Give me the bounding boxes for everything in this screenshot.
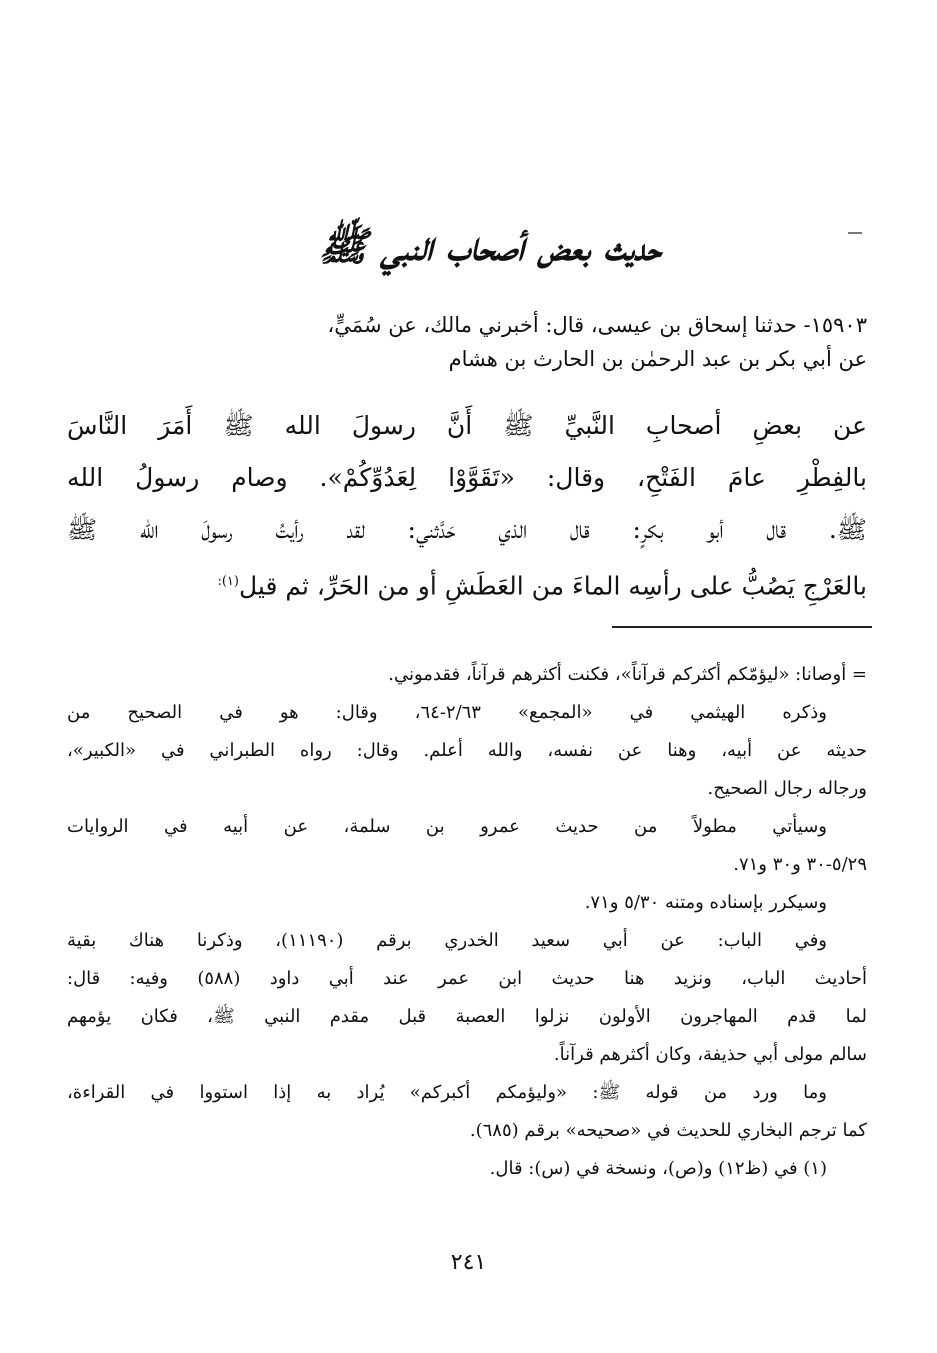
footnote-line: ٥/٢٩-٣٠ و٣٠ و٧١. xyxy=(733,854,867,875)
footnote-line: سالم مولى أبي حذيفة، وكان أكثرهم قرآناً. xyxy=(553,1044,867,1065)
matn-line: عن بعضِ أصحابِ النَّبيِّ ﷺ أَنَّ رسولَ الله ﷺ أَمَرَ النَّاسَ xyxy=(67,411,867,440)
footnote-line: لما قدم المهاجرون الأولون نزلوا العصبة قبل مقدم النبي ﷺ، فكان يؤمهم xyxy=(67,1006,867,1027)
footnote-line: ورجاله رجال الصحيح. xyxy=(707,778,867,799)
footnote-separator xyxy=(612,626,872,628)
footnote-line: كما ترجم البخاري للحديث في «صحيحه» برقم (٦٨٥). xyxy=(469,1120,867,1141)
hadith-number-line: ١٥٩٠٣- حدثنا إسحاق بن عيسى، قال: أخبرني مالك، عن سُمَيٍّ، xyxy=(327,313,867,337)
isnad xyxy=(67,308,867,376)
matn-line xyxy=(67,556,867,612)
page-number: ٢٤١ xyxy=(450,1250,487,1275)
footnote-ref: (١): xyxy=(217,574,239,589)
footnotes xyxy=(67,656,867,1188)
footnote-line: حديثه عن أبيه، وهنا عن نفسه، والله أعلم. وقال: رواه الطبراني في «الكبير»، xyxy=(67,740,867,761)
chapter-title: حديث بعض أصحاب النبي ﷺ xyxy=(318,223,662,270)
footnote-line: وفي الباب: عن أبي سعيد الخدري برقم (١١١٩٠)، وذكرنا هناك بقية xyxy=(67,930,827,951)
footnote-line: (١) في (ظ١٢) و(ص)، ونسخة في (س): قال. xyxy=(489,1158,827,1179)
footnote-line: وسيكرر بإسناده ومتنه ٥/٣٠ و٧١. xyxy=(584,892,827,913)
footnote-line: وسيأتي مطولاً من حديث عمرو بن سلمة، عن أبيه في الروايات xyxy=(67,816,827,837)
footnote-line: وذكره الهيثمي في «المجمع» ٢/٦٣-٦٤، وقال: هو في الصحيح من xyxy=(67,702,827,723)
matn xyxy=(67,400,867,612)
footnote-line: أحاديث الباب، ونزيد هنا حديث ابن عمر عند أبي داود (٥٨٨) وفيه: قال: xyxy=(67,968,867,989)
isnad-line: عن أبي بكر بن عبد الرحمٰن بن الحارث بن هشام xyxy=(448,347,867,371)
matn-line-text: بالعَرْجِ يَصُبُّ على رأسِه الماءَ من العَطَشِ أو من الحَرِّ، ثم قيل xyxy=(238,571,867,601)
footnote-line: = أوصانا: «ليؤمّكم أكثركم قرآناً»، فكنت أكثرهم قرآناً، فقدموني. xyxy=(388,664,867,685)
matn-line: ﷺ. قال أبو بكرٍ: قال الذي حَدَّثني: لقد رأيتُ رسولَ الله ﷺ xyxy=(67,515,867,544)
footnote-line: وما ورد من قوله ﷺ: «وليؤمكم أكبركم» يُراد به إذا استووا في القراءة، xyxy=(67,1082,827,1103)
page-mark xyxy=(848,232,862,234)
matn-line: بالفِطْرِ عامَ الفَتْحِ، وقال: «تَقَوَّوْا لِعَدُوِّكُمْ». وصام رسولُ الله xyxy=(67,463,867,492)
